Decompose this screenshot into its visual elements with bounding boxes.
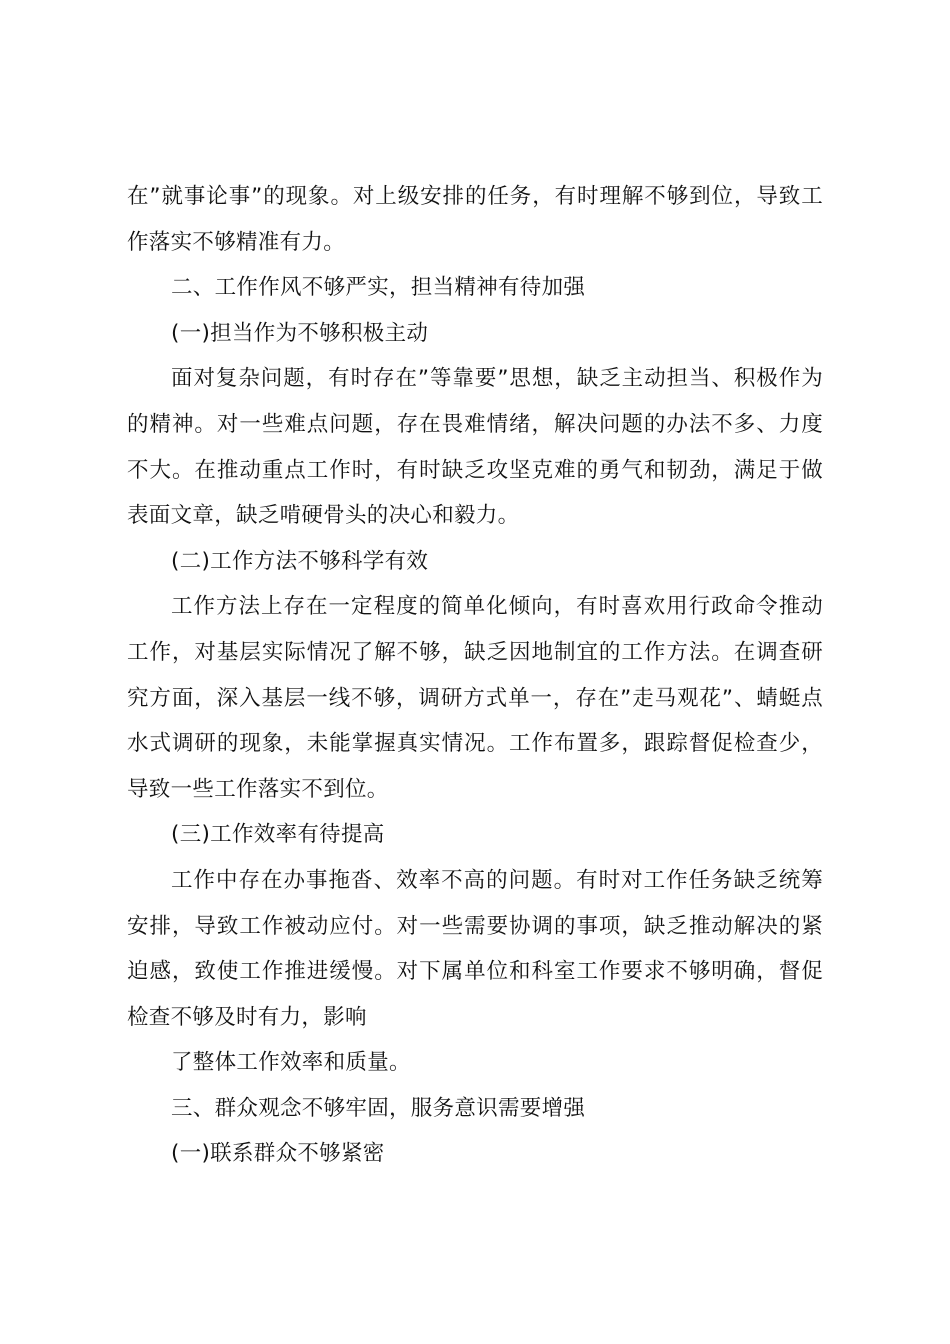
text-line: 水式调研的现象，未能掌握真实情况。工作布置多，跟踪督促检查少， (127, 731, 823, 757)
text-line: 导致一些工作落实不到位。 (127, 776, 389, 802)
heading-line: 二、工作作风不够严实，担当精神有待加强 (171, 275, 586, 301)
text-line: 作落实不够精准有力。 (127, 229, 346, 255)
text-line: 了整体工作效率和质量。 (171, 1050, 411, 1076)
text-line: 工作，对基层实际情况了解不够，缺乏因地制宜的工作方法。在调查研 (127, 639, 823, 665)
text-line: 究方面，深入基层一线不够，调研方式单一，存在”走马观花”、蜻蜓点 (127, 685, 823, 711)
section-heading-3 (127, 1086, 823, 1132)
heading-line: (二)工作方法不够科学有效 (171, 548, 429, 574)
text-line: 的精神。对一些难点问题，存在畏难情绪，解决问题的办法不多、力度 (127, 411, 823, 437)
subsection-heading-2-1 (127, 311, 823, 357)
paragraph (127, 356, 823, 538)
subsection-heading-2-2 (127, 539, 823, 585)
paragraph (127, 858, 823, 1040)
heading-line: (一)联系群众不够紧密 (171, 1141, 385, 1167)
text-line: 在”就事论事”的现象。对上级安排的任务，有时理解不够到位，导致工 (127, 184, 823, 209)
paragraph (127, 1040, 823, 1086)
subsection-heading-2-3 (127, 812, 823, 858)
section-heading-2 (127, 265, 823, 311)
heading-line: (三)工作效率有待提高 (171, 822, 385, 848)
text-line: 工作中存在办事拖沓、效率不高的问题。有时对工作任务缺乏统筹 (171, 867, 823, 893)
heading-line: 三、群众观念不够牢固，服务意识需要增强 (171, 1095, 586, 1121)
text-line: 工作方法上存在一定程度的简单化倾向，有时喜欢用行政命令推动 (171, 594, 823, 620)
text-line: 不大。在推动重点工作时，有时缺乏攻坚克难的勇气和韧劲，满足于做 (127, 457, 823, 483)
heading-line: (一)担当作为不够积极主动 (171, 320, 429, 346)
text-line: 面对复杂问题，有时存在”等靠要”思想，缺乏主动担当、积极作为 (171, 366, 823, 392)
paragraph (127, 584, 823, 812)
document-body (127, 174, 823, 1177)
paragraph-continuation (127, 174, 823, 265)
text-line: 检查不够及时有力，影响 (127, 1004, 367, 1030)
subsection-heading-3-1 (127, 1131, 823, 1177)
text-line: 迫感，致使工作推进缓慢。对下属单位和科室工作要求不够明确，督促 (127, 959, 823, 985)
text-line: 安排，导致工作被动应付。对一些需要协调的事项，缺乏推动解决的紧 (127, 913, 823, 939)
text-line: 表面文章，缺乏啃硬骨头的决心和毅力。 (127, 503, 520, 529)
